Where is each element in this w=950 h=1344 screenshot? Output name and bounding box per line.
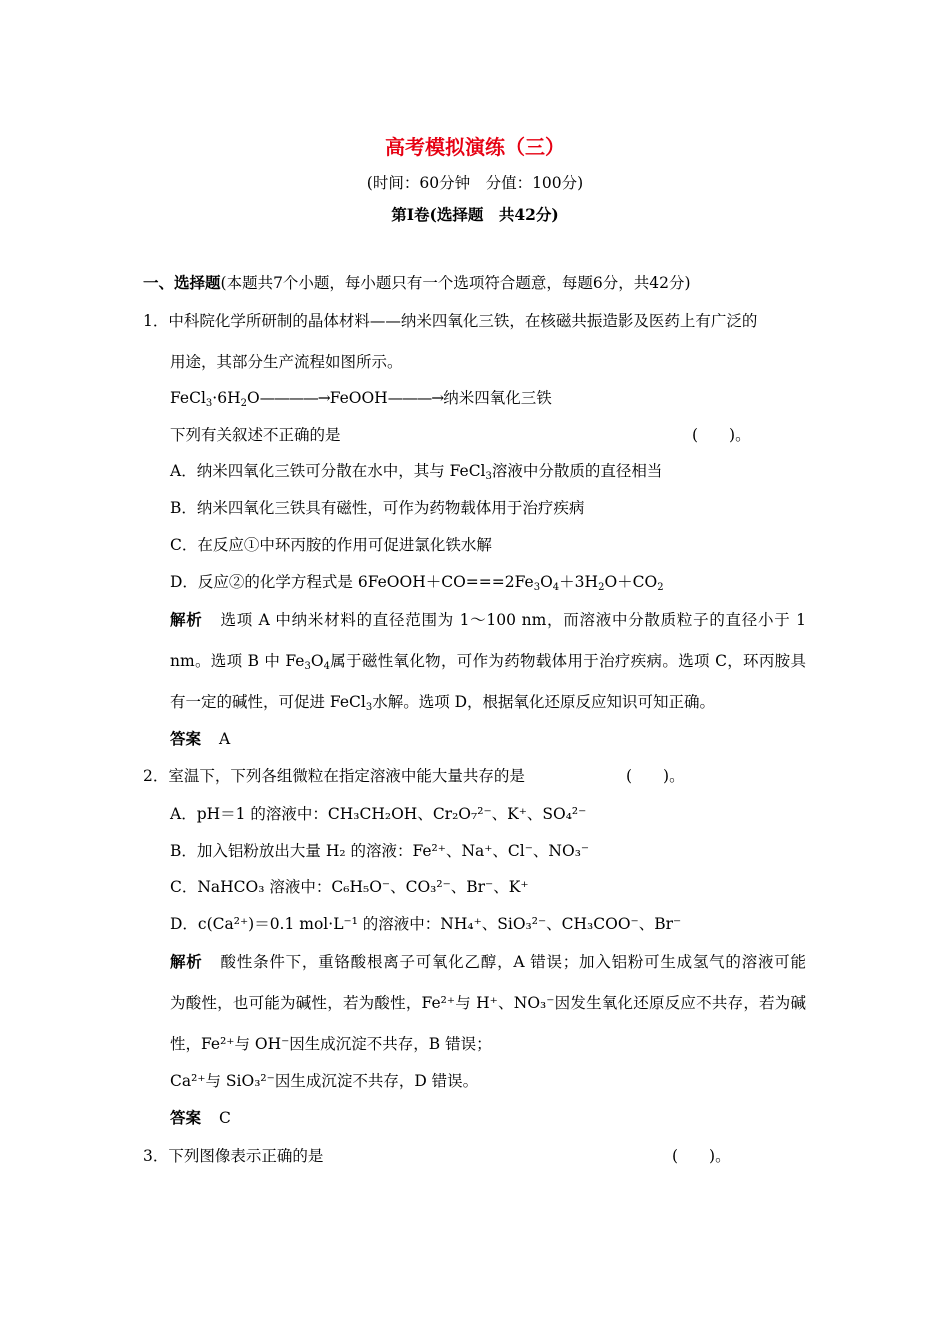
- question-2-number: 2．: [143, 767, 169, 785]
- question-1-answer: [170, 729, 230, 749]
- question-1-stem-line1: 1．中科院化学所研制的晶体材料——纳米四氧化三铁，在核磁共振造影及医药上有广泛的: [143, 312, 758, 330]
- exam-info: (时间：60分钟 分值：100分): [366, 174, 584, 192]
- volume-heading: 第Ⅰ卷(选择题 共42分): [391, 205, 559, 224]
- question-2-analysis-line3: 性，Fe²⁺与 OH⁻因生成沉淀不共存，B 错误；: [170, 1035, 492, 1053]
- answer-value: C: [219, 1109, 231, 1127]
- question-2-option-d[interactable]: D．c(Ca²⁺)＝0.1 mol·L⁻¹ 的溶液中：NH₄⁺、SiO₃²⁻、CH₃COO⁻、Br⁻: [170, 915, 682, 933]
- question-1-option-d[interactable]: D．反应②的化学方程式是 $6FeOOH+CO===2Fe_3O_4+3H_2O+CO_2$: [170, 573, 664, 593]
- section-note: (本题共7个小题，每小题只有一个选项符合题意，每题6分，共42分): [220, 274, 691, 292]
- question-2-analysis-line2: 为酸性，也可能为碱性，若为酸性，Fe²⁺与 H⁺、NO₃⁻因发生氧化还原反应不共存，若为碱: [170, 994, 806, 1012]
- section-heading-label: 一、选择题: [143, 273, 221, 292]
- question-1-number: 1．: [143, 312, 169, 330]
- question-3-answer-bracket: ( )。: [672, 1147, 731, 1165]
- flow-arrow-1: ————→: [259, 389, 330, 407]
- question-1-answer-bracket: ( )。: [692, 426, 751, 444]
- question-1-analysis-line1: 解析 选项 A 中纳米材料的直径范围为 1～100 nm，而溶液中分散质粒子的直径小于 1: [170, 610, 806, 629]
- question-1-option-b[interactable]: B．纳米四氧化三铁具有磁性，可作为药物载体用于治疗疾病: [170, 499, 585, 517]
- flow-arrow-2: ———→: [387, 389, 444, 407]
- question-2-option-c[interactable]: C．NaHCO₃ 溶液中：C₆H₅O⁻、CO₃²⁻、Br⁻、K⁺: [170, 878, 529, 896]
- question-2-answer-bracket: ( )。: [626, 767, 685, 785]
- question-1-flow: $FeCl_3\cdot 6H_2O————\to FeOOH———\to$纳米四氧化三铁: [170, 389, 552, 409]
- question-1-stem-line2: 用途，其部分生产流程如图所示。: [170, 353, 403, 371]
- question-1-analysis-line2: nm。选项 B 中 $Fe_3O_4$属于磁性氧化物，可作为药物载体用于治疗疾病。选项 C，环丙胺具: [170, 652, 807, 672]
- question-2-analysis-line4: Ca²⁺与 SiO₃²⁻因生成沉淀不共存，D 错误。: [170, 1072, 479, 1090]
- question-1-option-a[interactable]: A．纳米四氧化三铁可分散在水中，其与 FeCl$_3$溶液中分散质的直径相当: [170, 462, 663, 482]
- question-1-option-c[interactable]: C．在反应①中环丙胺的作用可促进氯化铁水解: [170, 536, 492, 554]
- question-2-option-b[interactable]: B．加入铝粉放出大量 H₂ 的溶液：Fe²⁺、Na⁺、Cl⁻、NO₃⁻: [170, 842, 590, 860]
- question-2-option-a[interactable]: A．pH＝1 的溶液中：CH₃CH₂OH、Cr₂O₇²⁻、K⁺、SO₄²⁻: [170, 805, 587, 823]
- page-title: 高考模拟演练（三）: [385, 135, 565, 159]
- question-3-stem: 3．下列图像表示正确的是: [143, 1147, 324, 1165]
- section-heading: [143, 273, 691, 293]
- question-2-answer: [170, 1108, 231, 1128]
- analysis-label: 解析: [170, 952, 203, 971]
- question-3-number: 3．: [143, 1147, 169, 1165]
- answer-label: 答案: [170, 729, 202, 748]
- answer-value: A: [219, 730, 231, 748]
- question-2-analysis-line1: 解析 酸性条件下，重铬酸根离子可氧化乙醇，A 错误；加入铝粉可生成氢气的溶液可能: [170, 952, 806, 971]
- answer-label: 答案: [170, 1108, 202, 1127]
- analysis-label: 解析: [170, 610, 203, 629]
- question-2-stem: 2．室温下，下列各组微粒在指定溶液中能大量共存的是: [143, 767, 525, 785]
- question-1-analysis-line3: 有一定的碱性，可促进 FeCl$_3$水解。选项 D，根据氧化还原反应知识可知正确。: [170, 693, 716, 713]
- question-1-ask: 下列有关叙述不正确的是: [170, 426, 341, 444]
